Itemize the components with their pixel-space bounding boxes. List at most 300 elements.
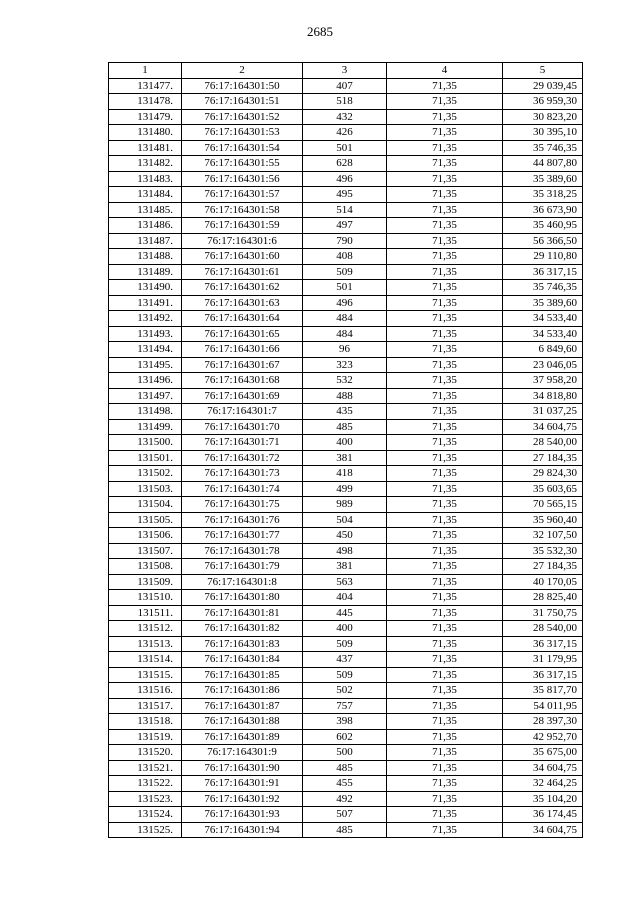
cadastral-value-cell: 23 046,05	[503, 357, 583, 373]
row-index-cell: 131508.	[109, 559, 182, 575]
cadastral-value-cell: 35 460,95	[503, 218, 583, 234]
area-cell: 502	[303, 683, 387, 699]
table-row	[109, 729, 583, 745]
cadastral-value-cell: 29 824,30	[503, 466, 583, 482]
area-cell: 484	[303, 326, 387, 342]
specific-value-cell: 71,35	[387, 729, 503, 745]
area-cell: 532	[303, 373, 387, 389]
row-index-cell: 131503.	[109, 481, 182, 497]
specific-value-cell: 71,35	[387, 373, 503, 389]
cadastral-value-cell: 31 750,75	[503, 605, 583, 621]
row-index-cell: 131492.	[109, 311, 182, 327]
table-row	[109, 280, 583, 296]
table-row	[109, 683, 583, 699]
specific-value-cell: 71,35	[387, 791, 503, 807]
cadastral-value-cell: 35 389,60	[503, 171, 583, 187]
specific-value-cell: 71,35	[387, 388, 503, 404]
cadastral-number-cell: 76:17:164301:83	[182, 636, 303, 652]
cadastral-number-cell: 76:17:164301:61	[182, 264, 303, 280]
cadastral-value-cell: 34 818,80	[503, 388, 583, 404]
area-cell: 398	[303, 714, 387, 730]
cadastral-number-cell: 76:17:164301:73	[182, 466, 303, 482]
cadastral-number-cell: 76:17:164301:80	[182, 590, 303, 606]
specific-value-cell: 71,35	[387, 280, 503, 296]
area-cell: 509	[303, 636, 387, 652]
table-row	[109, 357, 583, 373]
cadastral-number-cell: 76:17:164301:79	[182, 559, 303, 575]
row-index-cell: 131514.	[109, 652, 182, 668]
table-row	[109, 435, 583, 451]
specific-value-cell: 71,35	[387, 249, 503, 265]
cadastral-value-cell: 27 184,35	[503, 450, 583, 466]
cadastral-number-cell: 76:17:164301:66	[182, 342, 303, 358]
table-row	[109, 264, 583, 280]
specific-value-cell: 71,35	[387, 342, 503, 358]
table-row	[109, 760, 583, 776]
cadastral-number-cell: 76:17:164301:52	[182, 109, 303, 125]
cadastral-value-cell: 35 746,35	[503, 280, 583, 296]
table-row	[109, 140, 583, 156]
row-index-cell: 131505.	[109, 512, 182, 528]
specific-value-cell: 71,35	[387, 78, 503, 94]
cadastral-number-cell: 76:17:164301:56	[182, 171, 303, 187]
area-cell: 501	[303, 140, 387, 156]
row-index-cell: 131520.	[109, 745, 182, 761]
specific-value-cell: 71,35	[387, 404, 503, 420]
cadastral-value-cell: 35 318,25	[503, 187, 583, 203]
specific-value-cell: 71,35	[387, 760, 503, 776]
cadastral-number-cell: 76:17:164301:64	[182, 311, 303, 327]
specific-value-cell: 71,35	[387, 667, 503, 683]
cadastral-value-cell: 34 604,75	[503, 822, 583, 838]
cadastral-value-cell: 28 397,30	[503, 714, 583, 730]
table-row	[109, 109, 583, 125]
table-row	[109, 543, 583, 559]
cadastral-number-cell: 76:17:164301:71	[182, 435, 303, 451]
table-row	[109, 605, 583, 621]
table-row	[109, 652, 583, 668]
table-row	[109, 497, 583, 513]
row-index-cell: 131524.	[109, 807, 182, 823]
cadastral-value-cell: 37 958,20	[503, 373, 583, 389]
cadastral-number-cell: 76:17:164301:92	[182, 791, 303, 807]
specific-value-cell: 71,35	[387, 156, 503, 172]
specific-value-cell: 71,35	[387, 621, 503, 637]
specific-value-cell: 71,35	[387, 543, 503, 559]
cadastral-value-cell: 34 533,40	[503, 326, 583, 342]
row-index-cell: 131482.	[109, 156, 182, 172]
area-cell: 426	[303, 125, 387, 141]
specific-value-cell: 71,35	[387, 574, 503, 590]
cadastral-value-cell: 35 532,30	[503, 543, 583, 559]
table-row	[109, 326, 583, 342]
cadastral-number-cell: 76:17:164301:68	[182, 373, 303, 389]
row-index-cell: 131479.	[109, 109, 182, 125]
cadastral-number-cell: 76:17:164301:70	[182, 419, 303, 435]
table-row	[109, 388, 583, 404]
specific-value-cell: 71,35	[387, 264, 503, 280]
table-row	[109, 574, 583, 590]
specific-value-cell: 71,35	[387, 559, 503, 575]
specific-value-cell: 71,35	[387, 187, 503, 203]
cadastral-number-cell: 76:17:164301:65	[182, 326, 303, 342]
specific-value-cell: 71,35	[387, 109, 503, 125]
row-index-cell: 131512.	[109, 621, 182, 637]
table-row	[109, 311, 583, 327]
row-index-cell: 131493.	[109, 326, 182, 342]
column-number-row	[109, 63, 583, 79]
table-row	[109, 295, 583, 311]
area-cell: 504	[303, 512, 387, 528]
cadastral-value-cell: 70 565,15	[503, 497, 583, 513]
table-row	[109, 125, 583, 141]
specific-value-cell: 71,35	[387, 683, 503, 699]
table-row	[109, 807, 583, 823]
cadastral-value-cell: 29 110,80	[503, 249, 583, 265]
cadastral-value-cell: 40 170,05	[503, 574, 583, 590]
cadastral-number-cell: 76:17:164301:72	[182, 450, 303, 466]
row-index-cell: 131515.	[109, 667, 182, 683]
table-row	[109, 559, 583, 575]
cadastral-value-cell: 32 107,50	[503, 528, 583, 544]
row-index-cell: 131496.	[109, 373, 182, 389]
row-index-cell: 131509.	[109, 574, 182, 590]
cadastral-value-table	[108, 62, 583, 838]
area-cell: 96	[303, 342, 387, 358]
cadastral-value-cell: 32 464,25	[503, 776, 583, 792]
table-row	[109, 466, 583, 482]
row-index-cell: 131502.	[109, 466, 182, 482]
table-row	[109, 822, 583, 838]
specific-value-cell: 71,35	[387, 605, 503, 621]
area-cell: 381	[303, 450, 387, 466]
table-row	[109, 512, 583, 528]
cadastral-number-cell: 76:17:164301:7	[182, 404, 303, 420]
row-index-cell: 131525.	[109, 822, 182, 838]
row-index-cell: 131480.	[109, 125, 182, 141]
cadastral-value-cell: 44 807,80	[503, 156, 583, 172]
row-index-cell: 131494.	[109, 342, 182, 358]
row-index-cell: 131489.	[109, 264, 182, 280]
table-row	[109, 590, 583, 606]
area-cell: 507	[303, 807, 387, 823]
row-index-cell: 131510.	[109, 590, 182, 606]
area-cell: 435	[303, 404, 387, 420]
row-index-cell: 131504.	[109, 497, 182, 513]
table-row	[109, 791, 583, 807]
cadastral-number-cell: 76:17:164301:81	[182, 605, 303, 621]
area-cell: 432	[303, 109, 387, 125]
area-cell: 323	[303, 357, 387, 373]
cadastral-value-cell: 35 960,40	[503, 512, 583, 528]
table-row	[109, 481, 583, 497]
specific-value-cell: 71,35	[387, 218, 503, 234]
specific-value-cell: 71,35	[387, 466, 503, 482]
cadastral-number-cell: 76:17:164301:55	[182, 156, 303, 172]
row-index-cell: 131506.	[109, 528, 182, 544]
table-row	[109, 94, 583, 110]
specific-value-cell: 71,35	[387, 590, 503, 606]
specific-value-cell: 71,35	[387, 481, 503, 497]
cadastral-value-cell: 35 389,60	[503, 295, 583, 311]
table-row	[109, 667, 583, 683]
cadastral-value-cell: 56 366,50	[503, 233, 583, 249]
specific-value-cell: 71,35	[387, 698, 503, 714]
cadastral-number-cell: 76:17:164301:9	[182, 745, 303, 761]
specific-value-cell: 71,35	[387, 202, 503, 218]
cadastral-number-cell: 76:17:164301:78	[182, 543, 303, 559]
area-cell: 497	[303, 218, 387, 234]
table-row	[109, 621, 583, 637]
cadastral-value-cell: 35 817,70	[503, 683, 583, 699]
row-index-cell: 131499.	[109, 419, 182, 435]
table-row	[109, 373, 583, 389]
area-cell: 509	[303, 264, 387, 280]
cadastral-value-cell: 29 039,45	[503, 78, 583, 94]
table-body	[109, 78, 583, 838]
area-cell: 455	[303, 776, 387, 792]
cadastral-number-cell: 76:17:164301:93	[182, 807, 303, 823]
table-row	[109, 714, 583, 730]
cadastral-number-cell: 76:17:164301:89	[182, 729, 303, 745]
cadastral-number-cell: 76:17:164301:87	[182, 698, 303, 714]
row-index-cell: 131477.	[109, 78, 182, 94]
area-cell: 509	[303, 667, 387, 683]
table-row	[109, 528, 583, 544]
cadastral-value-cell: 30 395,10	[503, 125, 583, 141]
cadastral-value-cell: 28 540,00	[503, 621, 583, 637]
table-row	[109, 342, 583, 358]
specific-value-cell: 71,35	[387, 807, 503, 823]
cadastral-value-cell: 30 823,20	[503, 109, 583, 125]
cadastral-value-cell: 34 604,75	[503, 760, 583, 776]
area-cell: 400	[303, 435, 387, 451]
area-cell: 408	[303, 249, 387, 265]
table-row	[109, 419, 583, 435]
specific-value-cell: 71,35	[387, 419, 503, 435]
row-index-cell: 131516.	[109, 683, 182, 699]
specific-value-cell: 71,35	[387, 94, 503, 110]
cadastral-value-cell: 36 959,30	[503, 94, 583, 110]
specific-value-cell: 71,35	[387, 171, 503, 187]
specific-value-cell: 71,35	[387, 822, 503, 838]
table-row	[109, 202, 583, 218]
table-row	[109, 171, 583, 187]
column-header: 4	[387, 63, 503, 79]
area-cell: 501	[303, 280, 387, 296]
cadastral-number-cell: 76:17:164301:53	[182, 125, 303, 141]
area-cell: 757	[303, 698, 387, 714]
cadastral-value-cell: 42 952,70	[503, 729, 583, 745]
area-cell: 499	[303, 481, 387, 497]
cadastral-value-cell: 28 540,00	[503, 435, 583, 451]
specific-value-cell: 71,35	[387, 745, 503, 761]
row-index-cell: 131490.	[109, 280, 182, 296]
cadastral-number-cell: 76:17:164301:51	[182, 94, 303, 110]
cadastral-value-cell: 31 179,95	[503, 652, 583, 668]
area-cell: 488	[303, 388, 387, 404]
column-header: 5	[503, 63, 583, 79]
row-index-cell: 131483.	[109, 171, 182, 187]
cadastral-value-cell: 36 317,15	[503, 264, 583, 280]
table-row	[109, 636, 583, 652]
cadastral-number-cell: 76:17:164301:94	[182, 822, 303, 838]
column-header: 1	[109, 63, 182, 79]
cadastral-value-cell: 36 673,90	[503, 202, 583, 218]
table-row	[109, 156, 583, 172]
row-index-cell: 131498.	[109, 404, 182, 420]
cadastral-value-cell: 28 825,40	[503, 590, 583, 606]
area-cell: 500	[303, 745, 387, 761]
specific-value-cell: 71,35	[387, 233, 503, 249]
area-cell: 404	[303, 590, 387, 606]
specific-value-cell: 71,35	[387, 512, 503, 528]
area-cell: 485	[303, 822, 387, 838]
area-cell: 485	[303, 419, 387, 435]
row-index-cell: 131491.	[109, 295, 182, 311]
table-row	[109, 698, 583, 714]
cadastral-number-cell: 76:17:164301:59	[182, 218, 303, 234]
cadastral-number-cell: 76:17:164301:88	[182, 714, 303, 730]
area-cell: 496	[303, 171, 387, 187]
row-index-cell: 131486.	[109, 218, 182, 234]
column-header: 3	[303, 63, 387, 79]
row-index-cell: 131485.	[109, 202, 182, 218]
area-cell: 518	[303, 94, 387, 110]
cadastral-number-cell: 76:17:164301:75	[182, 497, 303, 513]
cadastral-value-cell: 54 011,95	[503, 698, 583, 714]
area-cell: 484	[303, 311, 387, 327]
area-cell: 790	[303, 233, 387, 249]
area-cell: 485	[303, 760, 387, 776]
cadastral-value-cell: 36 317,15	[503, 636, 583, 652]
row-index-cell: 131500.	[109, 435, 182, 451]
cadastral-number-cell: 76:17:164301:67	[182, 357, 303, 373]
row-index-cell: 131521.	[109, 760, 182, 776]
cadastral-number-cell: 76:17:164301:74	[182, 481, 303, 497]
cadastral-value-cell: 34 533,40	[503, 311, 583, 327]
specific-value-cell: 71,35	[387, 528, 503, 544]
cadastral-value-cell: 31 037,25	[503, 404, 583, 420]
row-index-cell: 131511.	[109, 605, 182, 621]
table-row	[109, 78, 583, 94]
cadastral-number-cell: 76:17:164301:6	[182, 233, 303, 249]
cadastral-value-cell: 35 675,00	[503, 745, 583, 761]
row-index-cell: 131478.	[109, 94, 182, 110]
table-row	[109, 249, 583, 265]
cadastral-number-cell: 76:17:164301:84	[182, 652, 303, 668]
row-index-cell: 131501.	[109, 450, 182, 466]
cadastral-number-cell: 76:17:164301:85	[182, 667, 303, 683]
area-cell: 450	[303, 528, 387, 544]
area-cell: 563	[303, 574, 387, 590]
row-index-cell: 131522.	[109, 776, 182, 792]
cadastral-value-cell: 36 317,15	[503, 667, 583, 683]
area-cell: 400	[303, 621, 387, 637]
area-cell: 496	[303, 295, 387, 311]
cadastral-number-cell: 76:17:164301:54	[182, 140, 303, 156]
area-cell: 445	[303, 605, 387, 621]
area-cell: 407	[303, 78, 387, 94]
specific-value-cell: 71,35	[387, 714, 503, 730]
row-index-cell: 131497.	[109, 388, 182, 404]
table-row	[109, 218, 583, 234]
specific-value-cell: 71,35	[387, 326, 503, 342]
column-header: 2	[182, 63, 303, 79]
cadastral-value-cell: 35 603,65	[503, 481, 583, 497]
cadastral-number-cell: 76:17:164301:60	[182, 249, 303, 265]
row-index-cell: 131488.	[109, 249, 182, 265]
row-index-cell: 131487.	[109, 233, 182, 249]
row-index-cell: 131518.	[109, 714, 182, 730]
cadastral-value-cell: 34 604,75	[503, 419, 583, 435]
cadastral-number-cell: 76:17:164301:76	[182, 512, 303, 528]
table-row	[109, 233, 583, 249]
cadastral-number-cell: 76:17:164301:8	[182, 574, 303, 590]
cadastral-number-cell: 76:17:164301:50	[182, 78, 303, 94]
area-cell: 628	[303, 156, 387, 172]
area-cell: 514	[303, 202, 387, 218]
table-row	[109, 776, 583, 792]
row-index-cell: 131519.	[109, 729, 182, 745]
cadastral-number-cell: 76:17:164301:82	[182, 621, 303, 637]
cadastral-number-cell: 76:17:164301:63	[182, 295, 303, 311]
row-index-cell: 131507.	[109, 543, 182, 559]
area-cell: 418	[303, 466, 387, 482]
cadastral-value-cell: 35 104,20	[503, 791, 583, 807]
area-cell: 381	[303, 559, 387, 575]
cadastral-value-cell: 35 746,35	[503, 140, 583, 156]
table-row	[109, 187, 583, 203]
cadastral-number-cell: 76:17:164301:57	[182, 187, 303, 203]
area-cell: 495	[303, 187, 387, 203]
row-index-cell: 131513.	[109, 636, 182, 652]
area-cell: 492	[303, 791, 387, 807]
cadastral-value-cell: 6 849,60	[503, 342, 583, 358]
area-cell: 989	[303, 497, 387, 513]
specific-value-cell: 71,35	[387, 776, 503, 792]
cadastral-number-cell: 76:17:164301:62	[182, 280, 303, 296]
cadastral-value-cell: 27 184,35	[503, 559, 583, 575]
table-row	[109, 745, 583, 761]
specific-value-cell: 71,35	[387, 450, 503, 466]
page-number: 2685	[307, 24, 333, 39]
table-row	[109, 404, 583, 420]
specific-value-cell: 71,35	[387, 140, 503, 156]
row-index-cell: 131495.	[109, 357, 182, 373]
row-index-cell: 131517.	[109, 698, 182, 714]
specific-value-cell: 71,35	[387, 357, 503, 373]
area-cell: 437	[303, 652, 387, 668]
cadastral-number-cell: 76:17:164301:77	[182, 528, 303, 544]
cadastral-value-cell: 36 174,45	[503, 807, 583, 823]
table-row	[109, 450, 583, 466]
area-cell: 498	[303, 543, 387, 559]
specific-value-cell: 71,35	[387, 497, 503, 513]
cadastral-number-cell: 76:17:164301:58	[182, 202, 303, 218]
cadastral-number-cell: 76:17:164301:86	[182, 683, 303, 699]
cadastral-number-cell: 76:17:164301:91	[182, 776, 303, 792]
specific-value-cell: 71,35	[387, 125, 503, 141]
specific-value-cell: 71,35	[387, 311, 503, 327]
specific-value-cell: 71,35	[387, 652, 503, 668]
cadastral-number-cell: 76:17:164301:90	[182, 760, 303, 776]
specific-value-cell: 71,35	[387, 636, 503, 652]
row-index-cell: 131484.	[109, 187, 182, 203]
area-cell: 602	[303, 729, 387, 745]
specific-value-cell: 71,35	[387, 295, 503, 311]
specific-value-cell: 71,35	[387, 435, 503, 451]
